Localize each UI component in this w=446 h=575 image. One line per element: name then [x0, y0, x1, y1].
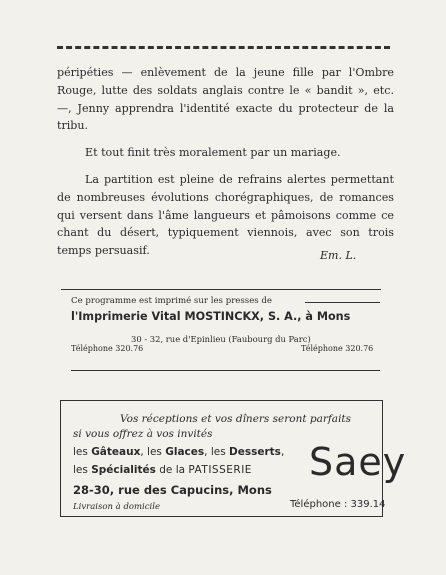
article-body	[57, 64, 394, 260]
ad-address: 28-30, rue des Capucins, Mons	[73, 483, 272, 497]
printer-name: l'Imprimerie Vital MOSTINCKX, S. A., à Mons	[71, 310, 351, 323]
ad-phone: Téléphone : 339.14	[290, 499, 386, 510]
ad-delivery: Livraison à domicile	[73, 502, 161, 512]
printer-phone-right: Téléphone 320.76	[301, 344, 374, 353]
printer-phone-left: Téléphone 320.76	[71, 344, 144, 353]
author-signature: Em. L.	[320, 249, 357, 262]
paragraph-2: Et tout finit très moralement par un mariage.	[85, 146, 341, 160]
pastry-advertisement	[60, 400, 407, 517]
dashed-divider	[57, 46, 390, 49]
printer-intro-rule	[305, 302, 380, 303]
ad-line-1: Vos réceptions et vos dîners seront parfaits	[120, 413, 352, 425]
divider-top	[61, 289, 381, 290]
ad-line-4: les Spécialités de la PATISSERIE	[73, 464, 252, 476]
printer-address: 30 - 32, rue d'Epinlieu (Faubourg du Parc)	[131, 334, 311, 344]
divider-bottom	[71, 370, 380, 371]
paragraph-1: péripéties — enlèvement de la jeune fille par l'Ombre Rouge, lutte des soldats anglais contre le « bandit », etc. —, Jenny apprendra l'identité exacte du protecteur de la tribu.	[57, 66, 394, 133]
saey-logo: Saey	[309, 440, 407, 484]
paragraph-3: La partition est pleine de refrains alertes permettant de nombreuses évolutions chorégraphiques, de romances qui versent dans l'âme langueurs et pâmoisons comme ce chant du désert, typiquement viennois, avec son trois temps persuasif.	[57, 172, 394, 258]
printer-intro: Ce programme est imprimé sur les presses de	[71, 296, 273, 306]
ad-line-2: si vous offrez à vos invités	[73, 428, 213, 440]
ad-line-3: les Gâteaux, les Glaces, les Desserts,	[73, 446, 285, 458]
